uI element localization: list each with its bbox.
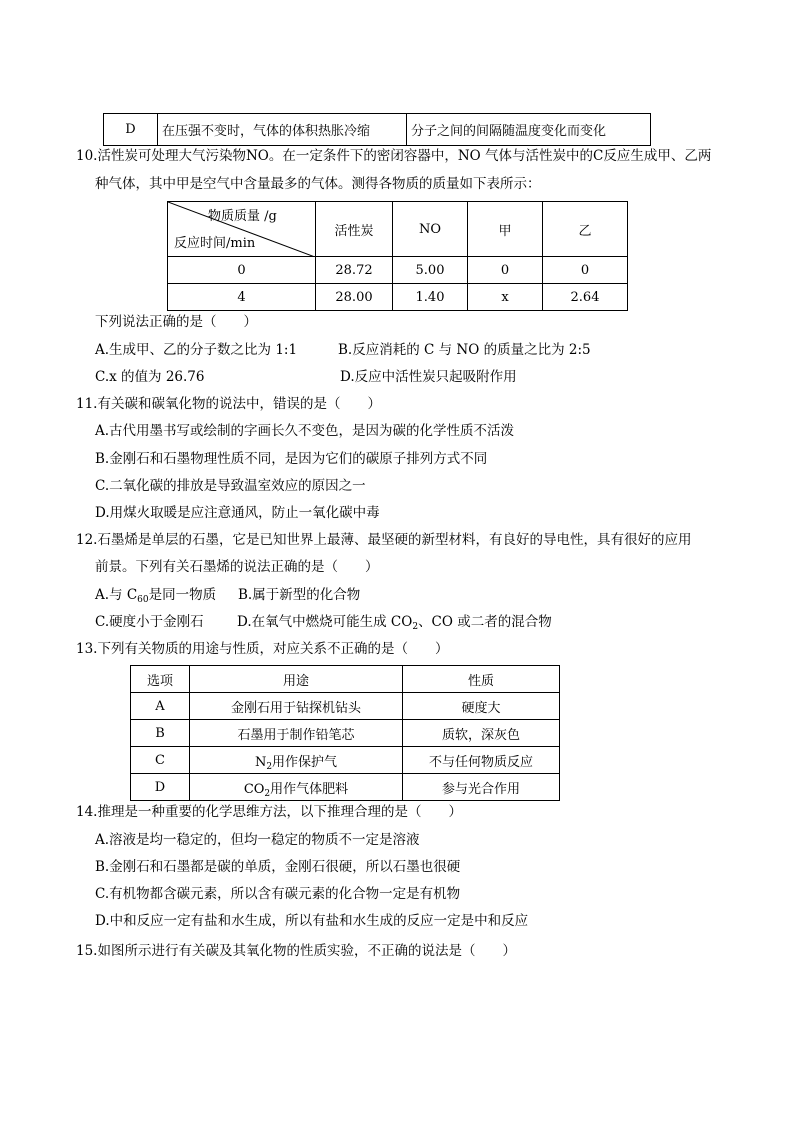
table-row (168, 284, 628, 311)
table-header: 选项 (131, 666, 190, 693)
table-row (131, 693, 560, 720)
top-table (103, 113, 651, 146)
q10-header-top: 物质质量 /g (208, 209, 277, 224)
table-cell: C (131, 747, 190, 774)
q14-option-d: D.中和反应一定有盐和水生成，所以有盐和水生成的反应一定是中和反应 (95, 913, 529, 929)
q10-option-c: C.x 的值为 26.76 (95, 369, 205, 385)
cell-text-end: 用作气体肥料 (270, 781, 349, 797)
q12-stem-line2: 前景。下列有关石墨烯的说法正确的是（ ） (95, 559, 379, 575)
q13-table (130, 665, 560, 801)
table-cell: 质软，深灰色 (403, 720, 560, 747)
table-cell: B (131, 720, 190, 747)
table-cell: 参与光合作用 (403, 774, 560, 801)
table-cell: 0 (468, 257, 543, 284)
table-header: 用途 (190, 666, 403, 693)
q12-option-d-text-end: 、CO 或二者的混合物 (418, 614, 552, 630)
table-cell: 5.00 (393, 257, 468, 284)
table-cell: 28.00 (316, 284, 393, 311)
table-cell: x (468, 284, 543, 311)
q10-stem-line1: 10.活性炭可处理大气污染物NO。在一定条件下的密闭容器中，NO 气体与活性炭中的C反应生成甲、乙两 (76, 148, 712, 164)
q10-col-header: 甲 (468, 202, 543, 257)
subscript: 60 (137, 595, 149, 605)
q12-option-c: C.硬度小于金刚石 (95, 614, 204, 630)
q12-option-a (95, 586, 216, 604)
q11-option-c: C.二氧化碳的排放是导致温室效应的原因之一 (95, 478, 366, 494)
q12-option-a-text: A.与 C (95, 587, 138, 603)
table-cell: 不与任何物质反应 (403, 747, 560, 774)
table-row (168, 257, 628, 284)
subscript: 2 (264, 788, 271, 799)
cell-text: N (254, 754, 267, 770)
table-row (131, 774, 560, 801)
table-cell: 1.40 (393, 284, 468, 311)
table-cell: 0 (543, 257, 628, 284)
table-cell: 石墨用于制作铅笔芯 (190, 720, 403, 747)
q12-stem-line1: 12.石墨烯是单层的石墨，它是已知世界上最薄、最坚硬的新型材料，有良好的导电性，具有很好的应用 (76, 532, 692, 548)
cell-text: CO (243, 781, 265, 797)
q11-stem: 11.有关碳和碳氧化物的说法中，错误的是（ ） (76, 396, 381, 412)
q12-option-b: B.属于新型的化合物 (238, 587, 361, 603)
q10-table-diagonal-header (168, 202, 316, 257)
subscript: 2 (412, 622, 419, 632)
table-cell: 4 (168, 284, 316, 311)
q10-prompt: 下列说法正确的是（ ） (95, 314, 257, 330)
q14-option-b: B.金刚石和石墨都是碳的单质，金刚石很硬，所以石墨也很硬 (95, 859, 461, 875)
q15-stem: 15.如图所示进行有关碳及其氧化物的性质实验，不正确的说法是（ ） (76, 943, 516, 959)
top-table-option-d: D (104, 114, 158, 146)
table-row (131, 720, 560, 747)
q14-option-a: A.溶液是均一稳定的，但均一稳定的物质不一定是溶液 (95, 832, 420, 848)
table-cell: 28.72 (316, 257, 393, 284)
q10-option-d: D.反应中活性炭只起吸附作用 (340, 369, 517, 385)
table-row (131, 747, 560, 774)
table-cell: D (131, 774, 190, 801)
table-cell: A (131, 693, 190, 720)
top-table-fact: 在压强不变时，气体的体积热胀冷缩 (158, 114, 407, 146)
table-cell: 硬度大 (403, 693, 560, 720)
q13-stem: 13.下列有关物质的用途与性质，对应关系不正确的是（ ） (76, 641, 449, 657)
cell-text-end: 用作保护气 (272, 754, 338, 770)
q10-col-header: 活性炭 (316, 202, 393, 257)
table-cell: 2.64 (543, 284, 628, 311)
table-cell: 0 (168, 257, 316, 284)
top-table-explanation: 分子之间的间隔随温度变化而变化 (407, 114, 651, 146)
q11-option-a: A.古代用墨书写或绘制的字画长久不变色，是因为碳的化学性质不活泼 (95, 423, 515, 439)
table-cell (190, 774, 403, 801)
subscript: 2 (266, 761, 273, 772)
q12-option-d-text: D.在氧气中燃烧可能生成 CO (237, 614, 413, 630)
q10-table (167, 201, 628, 311)
table-cell: 金刚石用于钻探机钻头 (190, 693, 403, 720)
q12-option-d (237, 613, 552, 631)
q12-option-a-text-end: 是同一物质 (148, 587, 217, 603)
table-header: 性质 (403, 666, 560, 693)
q10-option-a: A.生成甲、乙的分子数之比为 1:1 (95, 342, 298, 358)
q10-stem-line2: 种气体，其中甲是空气中含量最多的气体。测得各物质的质量如下表所示： (95, 176, 541, 192)
table-cell (190, 747, 403, 774)
table-header-row (131, 666, 560, 693)
q10-header-bottom: 反应时间/min (174, 236, 256, 251)
q10-col-header: NO (393, 202, 468, 257)
q14-stem: 14.推理是一种重要的化学思维方法，以下推理合理的是（ ） (76, 804, 462, 820)
q11-option-d: D.用煤火取暖是应注意通风，防止一氧化碳中毒 (95, 505, 380, 521)
q10-option-b: B.反应消耗的 C 与 NO 的质量之比为 2:5 (338, 342, 591, 358)
q14-option-c: C.有机物都含碳元素，所以含有碳元素的化合物一定是有机物 (95, 886, 461, 902)
q11-option-b: B.金刚石和石墨物理性质不同，是因为它们的碳原子排列方式不同 (95, 451, 488, 467)
q10-col-header: 乙 (543, 202, 628, 257)
